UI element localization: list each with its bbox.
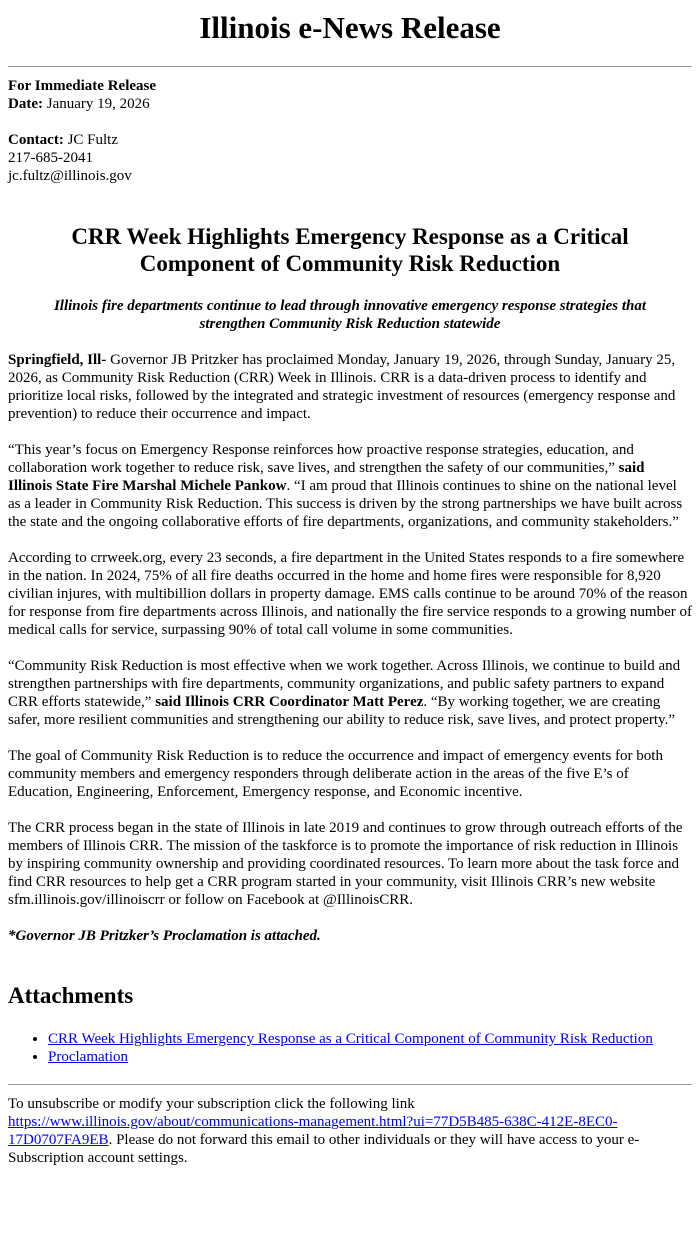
footer-text xyxy=(8,1095,692,1167)
footer-text-a: To unsubscribe or modify your subscription click the following link xyxy=(8,1096,415,1112)
paragraph-4 xyxy=(8,657,692,729)
article-headline: CRR Week Highlights Emergency Response as a Critical Component of Community Risk Reduction xyxy=(71,224,629,276)
paragraph-1-text: Governor JB Pritzker has proclaimed Monday, January 19, 2026, through Sunday, January 25, 2026, as Community Risk Reduction (CRR) Week in Illinois. CRR is a data-driven process to identify and prioritize local risks, followed by the integrated and strategic investment of resources (emergency response and prevention) to reduce their occurrence and impact. xyxy=(8,352,676,422)
contact-phone: 217-685-2041 xyxy=(8,150,93,166)
attachment-link-proclamation[interactable]: Proclamation xyxy=(48,1049,128,1065)
attachments-title: Attachments xyxy=(8,983,134,1008)
subscription-link[interactable]: https://www.illinois.gov/about/communications-management.html?ui=77D5B485-638C-412E-8EC0-17D0707FA9EB xyxy=(8,1114,618,1148)
article-body xyxy=(8,351,692,945)
date-value: January 19, 2026 xyxy=(46,96,150,112)
paragraph-5: The goal of Community Risk Reduction is to reduce the occurrence and impact of emergency events for both community members and emergency responders through deliberate action in the areas of the five E’s of Education, Engineering, Enforcement, Emergency response, and Economic incentive. xyxy=(8,748,663,800)
contact-name: JC Fultz xyxy=(67,132,119,148)
header-divider xyxy=(8,66,692,67)
quote-fire-marshal-a: “This year’s focus on Emergency Response reinforces how proactive response strategies, education, and collaboration work together to reduce risk, save lives, and strengthen the safety of our communities,” xyxy=(8,442,634,476)
article-subheadline: Illinois fire departments continue to lead through innovative emergency response strategies that strengthen Community Risk Reduction statewide xyxy=(53,298,647,332)
footer xyxy=(8,1084,692,1167)
dateline: Springfield, Ill- xyxy=(8,352,107,368)
contact-email: jc.fultz@illinois.gov xyxy=(8,168,132,184)
attribution-fire-marshal: said Illinois State Fire Marshal Michele Pankow xyxy=(8,460,645,494)
quote-fire-marshal-b: . “I am proud that Illinois continues to shine on the national level as a leader in Community Risk Reduction. This success is driven by the strong partnerships we have built across the state and the ongoing collaborative efforts of fire departments, organizations, and community stakeholders.” xyxy=(8,478,683,530)
attachment-item xyxy=(48,1030,692,1048)
contact-label: Contact: xyxy=(8,132,64,148)
footer-divider xyxy=(8,1084,692,1085)
proclamation-note-text: *Governor JB Pritzker’s Proclamation is attached. xyxy=(8,928,321,944)
paragraph-1 xyxy=(8,351,692,423)
release-meta xyxy=(8,77,692,185)
quote-coordinator-b: . “By working together, we are creating safer, more resilient communities and strengthening our ability to reduce risk, save lives, and protect property.” xyxy=(8,694,675,728)
attachment-item xyxy=(48,1048,692,1066)
release-label: For Immediate Release xyxy=(8,78,157,94)
paragraph-2 xyxy=(8,441,692,531)
date-label: Date: xyxy=(8,96,43,112)
attachment-link-release[interactable]: CRR Week Highlights Emergency Response as a Critical Component of Community Risk Reduction xyxy=(48,1031,653,1047)
quote-coordinator-a: “Community Risk Reduction is most effective when we work together. Across Illinois, we continue to build and strengthen partnerships with fire departments, community organizations, and public safety partners to expand CRR efforts statewide,” xyxy=(8,658,681,710)
banner-title: Illinois e-News Release xyxy=(199,10,501,45)
paragraph-3: According to crrweek.org, every 23 seconds, a fire department in the United States responds to a fire somewhere in the nation. In 2024, 75% of all fire deaths occurred in the home and home fires were responsible for 8,920 civilian injures, with multibillion dollars in property damage. EMS calls continue to be around 70% of the reason for response from fire departments across Illinois, and nationally the fire service responds to a growing number of medical calls for service, surpassing 90% of total call volume in some communities. xyxy=(8,550,692,638)
attribution-coordinator: said Illinois CRR Coordinator Matt Perez xyxy=(155,694,424,710)
attachments-list xyxy=(8,1030,692,1066)
paragraph-6: The CRR process began in the state of Illinois in late 2019 and continues to grow through outreach efforts of the members of Illinois CRR. The mission of the taskforce is to promote the importance of risk reduction in Illinois by inspiring community ownership and providing coordinated resources. To learn more about the task force and find CRR resources to help get a CRR program started in your community, visit Illinois CRR’s new website sfm.illinois.gov/illinoiscrr or follow on Facebook at @IllinoisCRR. xyxy=(8,820,683,908)
proclamation-note xyxy=(8,927,692,945)
footer-text-b: . Please do not forward this email to other individuals or they will have access to your e-Subscription account settings. xyxy=(8,1132,640,1166)
